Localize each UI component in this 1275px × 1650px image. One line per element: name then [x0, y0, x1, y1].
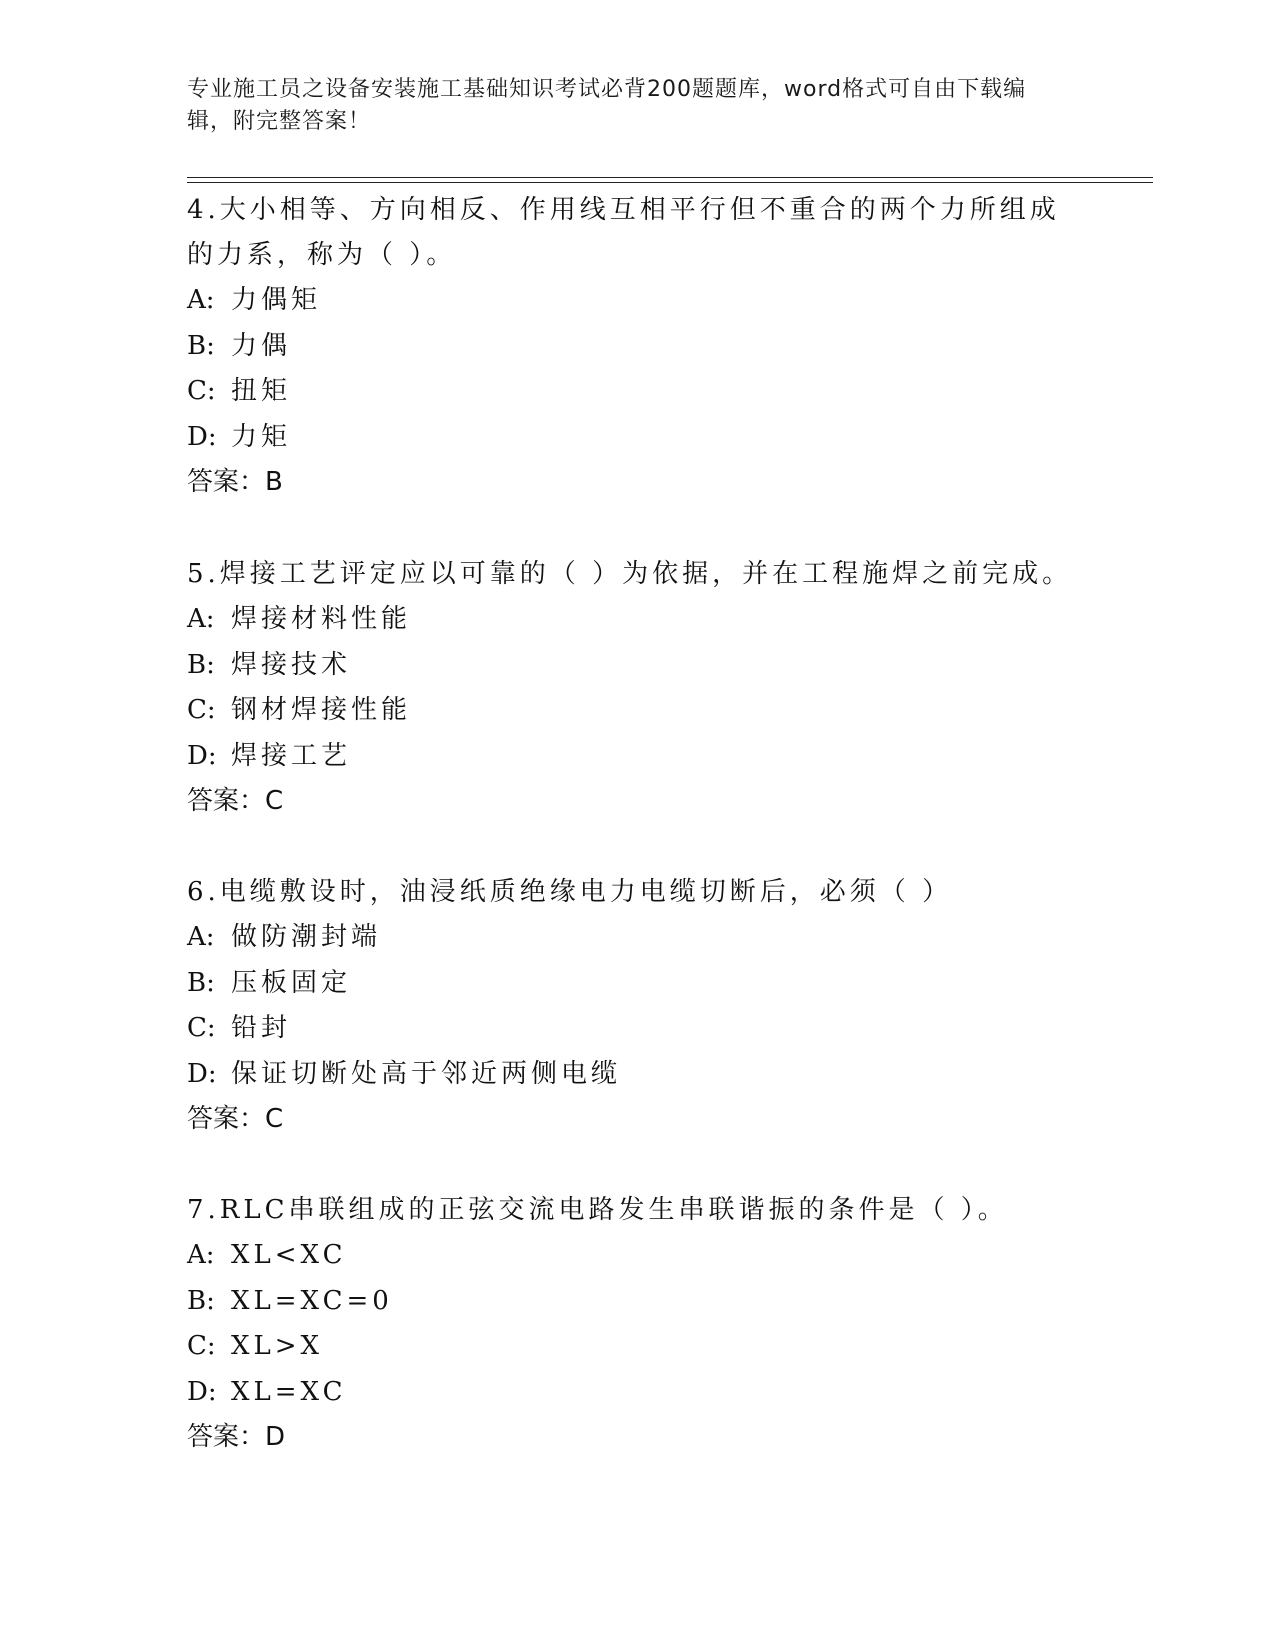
option-text: 焊接技术	[231, 649, 352, 680]
option-c	[187, 688, 1087, 734]
option-b	[187, 324, 1087, 370]
question-5	[187, 552, 1087, 824]
option-key: C:	[187, 695, 216, 725]
option-key: B:	[187, 330, 215, 361]
option-text: 铅封	[231, 1013, 292, 1043]
option-text: 钢材焊接性能	[231, 695, 412, 725]
option-key: D:	[187, 1376, 217, 1407]
option-d	[187, 1370, 1087, 1416]
option-text: 力偶矩	[231, 285, 322, 315]
option-c	[187, 1324, 1087, 1370]
option-text: 压板固定	[231, 967, 352, 998]
option-b	[187, 643, 1087, 689]
option-key: D:	[187, 421, 217, 452]
option-c	[187, 1006, 1087, 1052]
option-key: A:	[187, 922, 215, 952]
question-stem: 4.大小相等、方向相反、作用线互相平行但不重合的两个力所组成的力系，称为（ ）。	[187, 195, 1060, 270]
option-c	[187, 369, 1087, 415]
option-d	[187, 734, 1087, 780]
option-a	[187, 1233, 1087, 1279]
question-stem: 5.焊接工艺评定应以可靠的（ ）为依据，并在工程施焊之前完成。	[187, 559, 1073, 589]
option-a	[187, 278, 1087, 324]
option-text: XL=XC	[231, 1376, 347, 1407]
option-text: XL=XC=0	[231, 1285, 393, 1316]
option-key: B:	[187, 967, 215, 998]
option-d	[187, 415, 1087, 461]
option-key: C:	[187, 1331, 216, 1361]
option-text: XL>X	[231, 1331, 324, 1361]
option-key: C:	[187, 1013, 216, 1043]
option-text: 焊接工艺	[231, 740, 352, 771]
option-key: B:	[187, 649, 215, 680]
option-text: 做防潮封端	[231, 922, 382, 952]
answer-line: 答案：B	[187, 467, 283, 497]
option-key: C:	[187, 376, 216, 406]
option-key: A:	[187, 285, 215, 315]
option-text: 扭矩	[231, 376, 292, 406]
option-text: 保证切断处高于邻近两侧电缆	[231, 1058, 622, 1089]
document-header-title: 专业施工员之设备安装施工基础知识考试必背200题题库，word格式可自由下载编辑，附完整答案！	[187, 77, 1027, 134]
option-key: D:	[187, 740, 217, 771]
question-6	[187, 870, 1087, 1142]
option-a	[187, 915, 1087, 961]
option-key: D:	[187, 1058, 217, 1089]
option-b	[187, 1279, 1087, 1325]
question-stem: 6.电缆敷设时，油浸纸质绝缘电力电缆切断后，必须（ ）	[187, 877, 953, 907]
option-key: A:	[187, 604, 215, 634]
question-7	[187, 1188, 1087, 1460]
option-key: A:	[187, 1240, 215, 1270]
question-4	[187, 188, 1087, 505]
option-text: XL<XC	[231, 1240, 347, 1270]
header-divider-bottom	[187, 182, 1153, 183]
option-a	[187, 597, 1087, 643]
option-d	[187, 1052, 1087, 1098]
answer-line: 答案：D	[187, 1422, 286, 1452]
header-divider-top	[187, 177, 1153, 178]
option-key: B:	[187, 1285, 215, 1316]
answer-line: 答案：C	[187, 786, 284, 816]
answer-line: 答案：C	[187, 1104, 284, 1134]
question-stem: 7.RLC串联组成的正弦交流电路发生串联谐振的条件是（ ）。	[187, 1195, 1008, 1225]
option-text: 力偶	[231, 330, 292, 361]
option-text: 焊接材料性能	[231, 604, 412, 634]
option-text: 力矩	[231, 421, 292, 452]
option-b	[187, 961, 1087, 1007]
